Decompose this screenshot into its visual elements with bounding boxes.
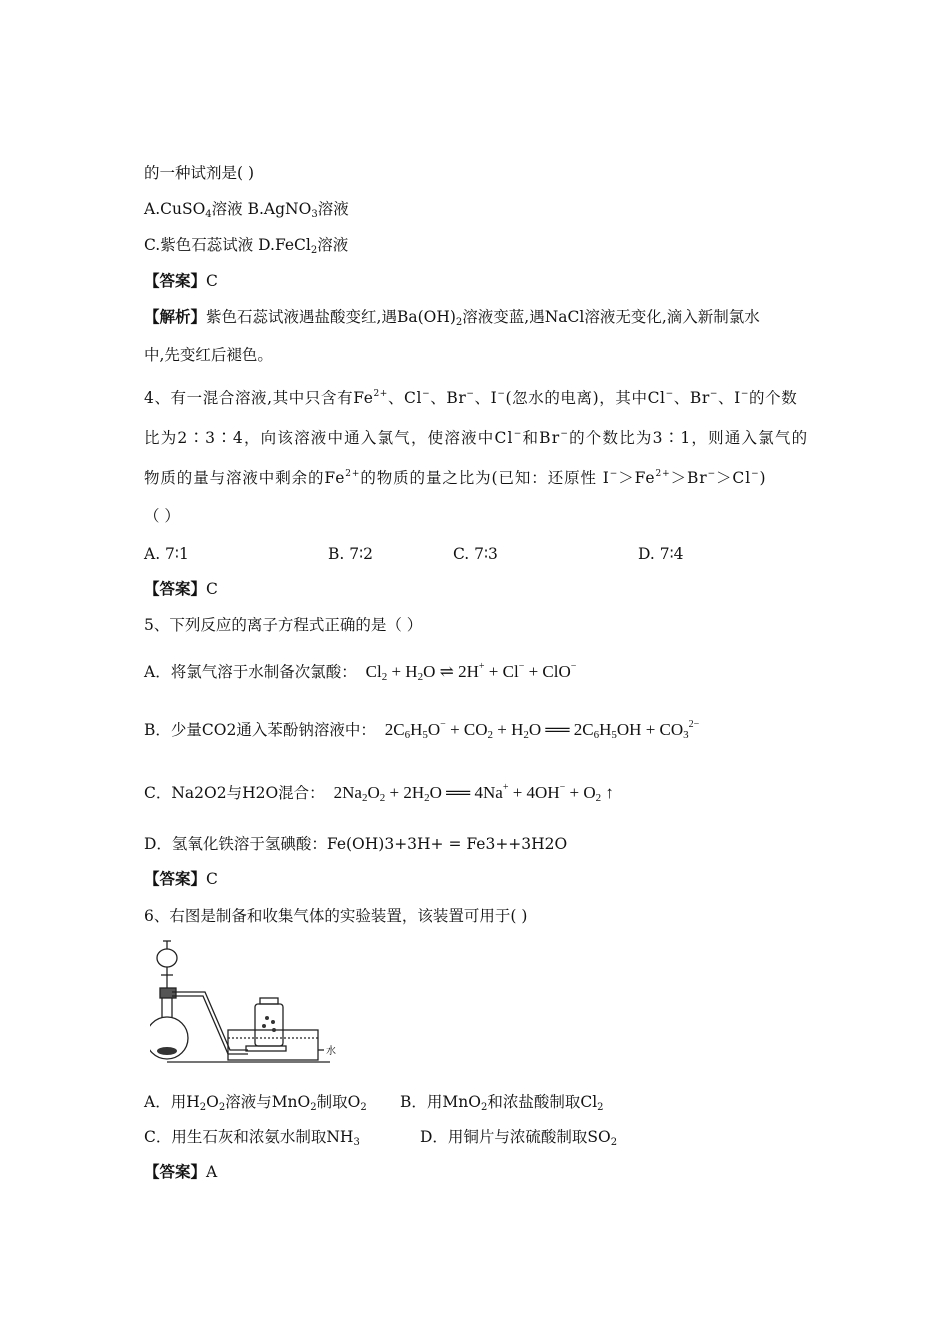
funnel-bulb [157,949,177,967]
gas-apparatus-diagram [150,938,340,1072]
q3-analysis-cont: 中,先变红后褪色。 [144,346,273,364]
q3-options-ab: A.CuSO$_4$溶液 B.AgNO$_3$溶液 [144,200,349,220]
q3-stem-tail: 的一种试剂是( ) [144,164,255,182]
q3-analysis: 【解析】紫色石蕊试液遇盐酸变红,遇$Ba(OH)_2$溶液变蓝,遇NaCl溶液无变化,滴入新制氯水 [144,307,760,328]
q5-option-d: D．氢氧化铁溶于氢碘酸：Fe(OH)3+3H+ = Fe3++3H2O [144,835,568,853]
q5-option-b: B．少量CO2通入苯酚钠溶液中： 2C6H5O− + CO2 + H2O ══ $2C6H5OH + CO3^{2-}$ [144,719,700,741]
q4-paren: （ ） [144,507,180,525]
q5-equation-a: Cl2 + H2O ⇌ 2H+ + Cl− + ClO− [365,661,577,683]
q6-answer: 【答案】A [144,1162,218,1181]
q4-option-b: B. 7∶2 [328,545,374,563]
q3-answer: 【答案】C [144,271,218,290]
q4-option-a: A. 7∶1 [144,545,189,563]
q4-option-d: D. 7∶4 [638,545,684,563]
q6-option-b: B．用MnO$_2$和浓盐酸制取$Cl_2$ [400,1093,604,1113]
q6-stem: 6、右图是制备和收集气体的实验装置，该装置可用于( ) [144,907,528,925]
q5-equation-c: 2Na2O2 + 2H2O ══ 4Na+ + 4OH− + O2 ↑ [333,782,614,804]
q4-stem-line1: 4、有一混合溶液,其中只含有$Fe^{2+}$、Cl−、Br−、I−(忽水的电离)，其中Cl−、Br−、I−的个数 [144,389,798,407]
water-label: 水 [326,1046,336,1057]
q4-answer: 【答案】C [144,579,218,598]
collecting-bottle [255,1004,283,1046]
q4-stem-line3: 物质的量与溶液中剩余的$Fe^{2+}$的物质的量之比为(已知：还原性 $I^->Fe^{2+}>Br^->Cl^-$) [144,469,767,487]
q5-stem: 5、下列反应的离子方程式正确的是（ ） [144,616,423,634]
apparatus-svg [150,938,340,1068]
q5-option-a: A．将氯气溶于水制备次氯酸： Cl2 + H2O ⇌ 2H+ + Cl− + ClO− [144,661,577,683]
q3-options-cd: C.紫色石蕊试液 D.FeCl$_2$溶液 [144,236,349,256]
q6-option-a: A．用$H_2O_2$溶液与MnO$_2$制取$O_2$ [144,1093,367,1113]
q5-answer: 【答案】C [144,869,218,888]
q6-option-d: D．用铜片与浓硫酸制取$SO_2$ [420,1128,618,1148]
q4-stem-line2: 比为2∶3∶4，向该溶液中通入氯气，使溶液中Cl−和Br−的个数比为3∶1，则通入氯气的 [144,429,809,447]
water-trough [228,1030,318,1060]
q4-option-c: C. 7∶3 [453,545,498,563]
q5-equation-b: 2C6H5O− + CO2 + H2O ══ $2C6H5OH + CO3^{2-}$ [384,719,700,741]
q5-option-c: C．Na2O2与H2O混合： 2Na2O2 + 2H2O ══ 4Na+ + 4OH− + O2 ↑ [144,782,614,804]
q6-option-c: C．用生石灰和浓氨水制取$NH_3$ [144,1128,360,1148]
